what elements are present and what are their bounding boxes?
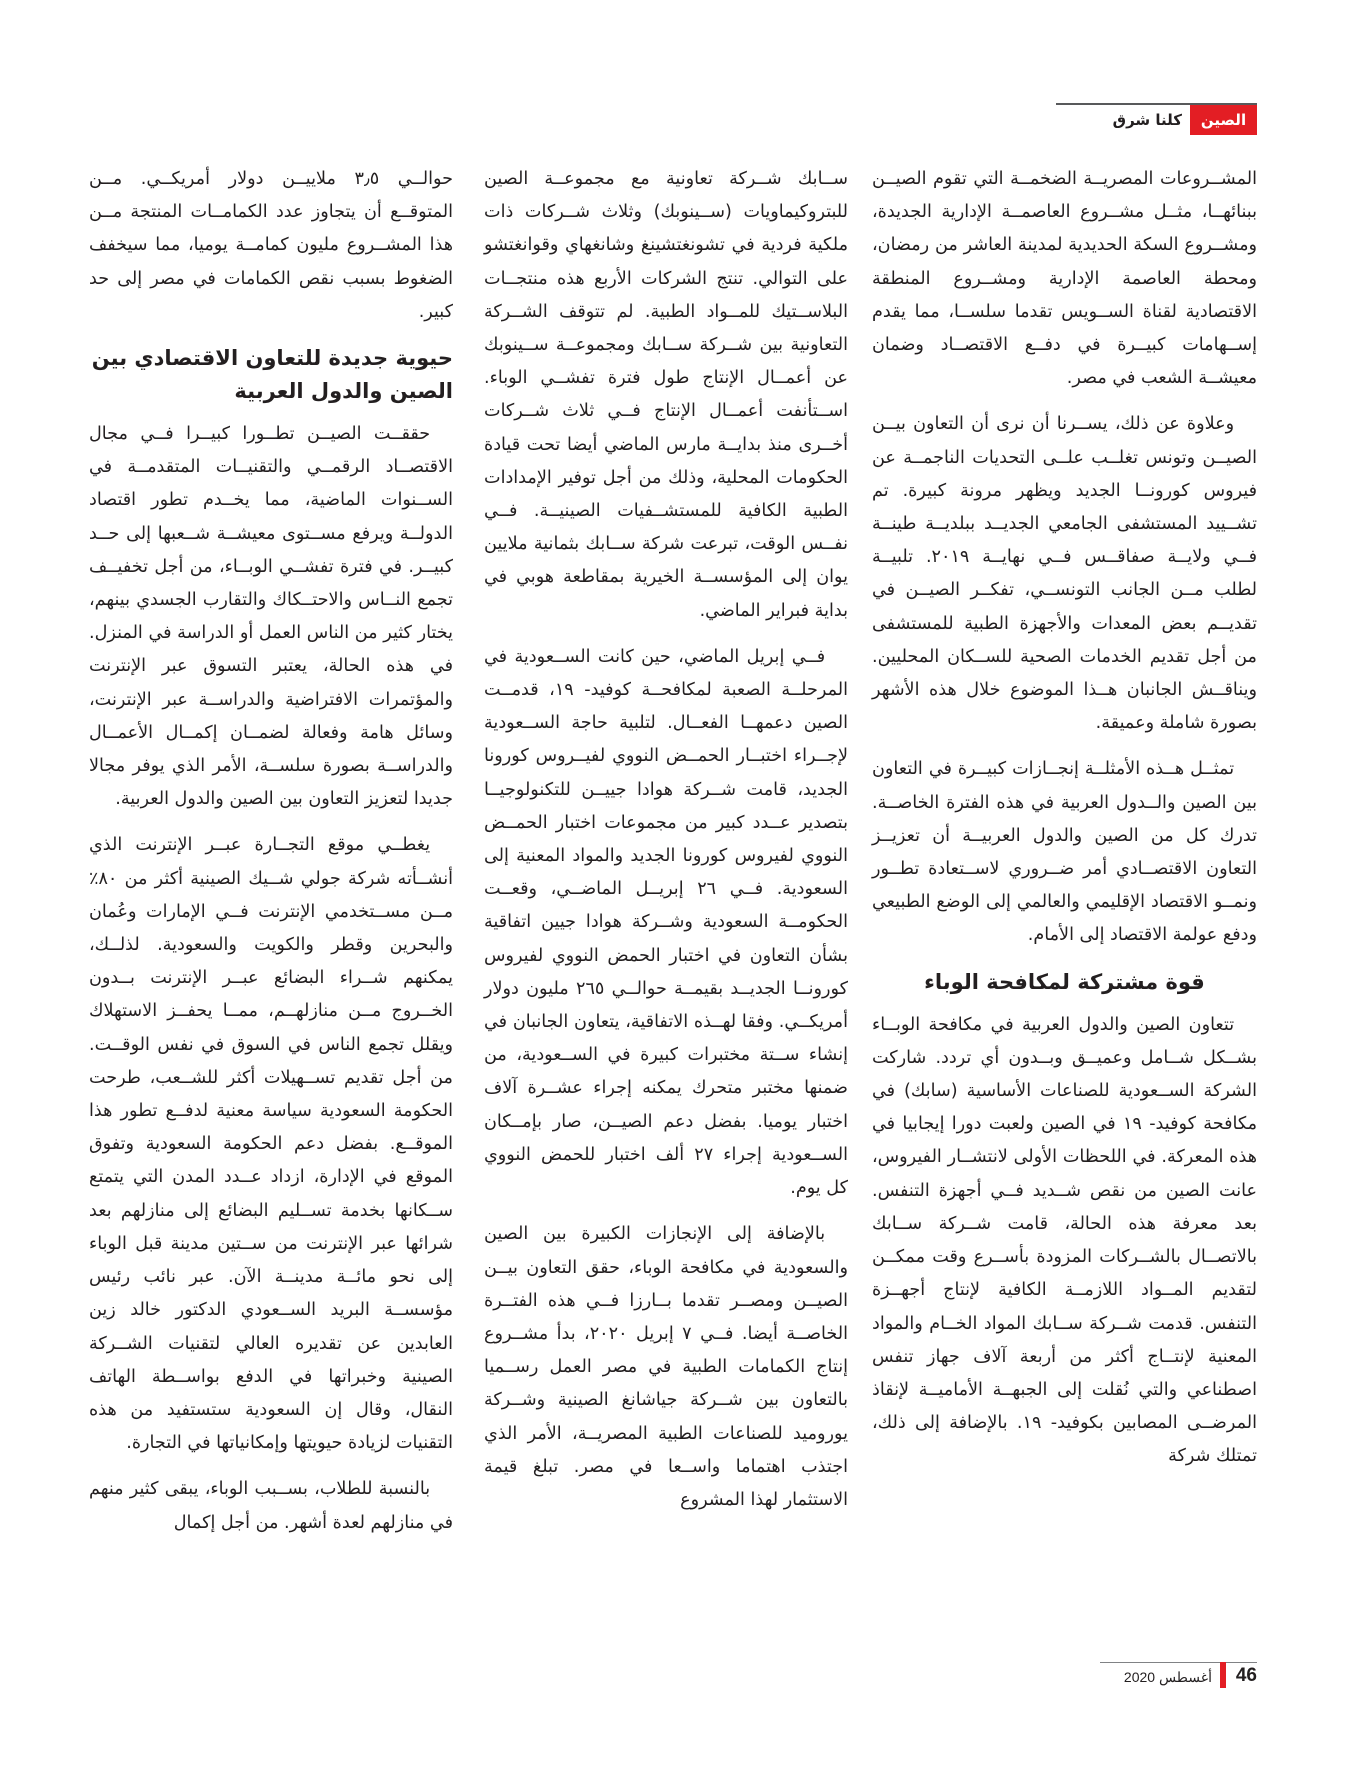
article-paragraph: حوالــي ٣٫٥ ملاييــن دولار أمريكــي. مــن المتوقــع أن يتجاوز عدد الكمامــات المنتجة مــن هذا المشــروع مليون كمامــة يوميا، مما سيخفف الضغوط بسبب نقص الكمامات في مصر إلى حد كبير. — [89, 169, 453, 322]
article-paragraph: فــي إبريل الماضي، حين كانت الســعودية في المرحلــة الصعبة لمكافحــة كوفيد- ١٩، قدمــت الصين دعمهــا الفعــال. لتلبية حاجة الســعودية لإجــراء اختبــار الحمــض النووي لفيــروس كورونا الجديد، قامت شــركة هوادا جييــن للتكنولوجيــا بتصدير عــدد كبير من مجموعات اختبار الحمــض النووي لفيروس كورونا الجديد والمواد المعنية إلى السعودية. فــي ٢٦ إبريــل الماضــي، وقعــت الحكومــة السعودية وشــركة هوادا جيين اتفاقية بشأن التعاون في اختبار الحمض النووي لفيروس كورونــا الجديــد بقيمــة حوالــي ٢٦٥ مليون دولار أمريكــي. وفقا لهــذه الاتفاقية، يتعاون الجانبان في إنشاء ســتة مختبرات كبيرة في الســعودية، من ضمنها مختبر متحرك يمكنه إجراء عشــرة آلاف اختبار يوميا. بفضل دعم الصيــن، صار بإمــكان الســعودية إجراء ٢٧ ألف اختبار للحمض النووي كل يوم. — [484, 646, 849, 1199]
page-footer — [1100, 1662, 1257, 1690]
article-column-left — [89, 163, 453, 1553]
article-paragraph: وعلاوة عن ذلك، يســرنا أن نرى أن التعاون بيــن الصيــن وتونس تغلــب علــى التحديات الناجمــة عن فيروس كورونــا الجديد ويظهر مرونة كبيرة. تم تشــييد المستشفى الجامعي الجديــد ببلديــة طينــة فــي ولايــة صفاقــس فــي نهايــة ٢٠١٩. تلبيــة لطلب مــن الجانب التونســي، تفكــر الصيــن في تقديــم بعض المعدات والأجهزة الطبية للمستشفى من أجل تقديم الخدمات الصحية للســكان المحليين. ويناقــش الجانبان هــذا الموضوع خلال هذه الأشهر بصورة شاملة وعميقة. — [872, 414, 1257, 734]
article-column-middle — [484, 163, 848, 1530]
page-header — [1056, 103, 1257, 159]
article-paragraph: يغطــي موقع التجــارة عبــر الإنترنت الذي أنشــأته شركة جولي شــيك الصينية أكثر من ٨٠٪ مــن مســتخدمي الإنترنت فــي الإمارات وعُمان والبحرين وقطر والكويت والسعودية. لذلــك، يمكنهم شــراء البضائع عبــر الإنترنت بــدون الخــروج مــن منازلهــم، ممــا يحفــز الاستهلاك ويقلل تجمع الناس في السوق في نفس الوقــت. من أجل تقديم تســهيلات أكثر للشــعب، طرحت الحكومة السعودية سياسة معنية لدفــع تطور هذا الموقــع. بفضل دعم الحكومة السعودية وتفوق الموقع في الإدارة، ازداد عــدد المدن التي يتمتع ســكانها بخدمة تســليم البضائع إلى منازلهم بعد شرائها عبر الإنترنت من ســتين مدينة قبل الوباء إلى نحو مائــة مدينــة الآن. عبر نائب رئيس مؤسســة البريد الســعودي الدكتور خالد زين العابدين عن تقديره العالي لتقنيات الشــركة الصينية وخبراتها في الدفع بواســطة الهاتف النقال، وقال إن السعودية ستستفيد من هذه التقنيات لزيادة حيويتها وإمكانياتها في التجارة. — [89, 835, 453, 1454]
section-heading: حيوية جديدة للتعاون الاقتصادي بين الصين والدول العربية — [91, 346, 453, 404]
article-paragraph: تتعاون الصين والدول العربية في مكافحة الوبــاء بشــكل شــامل وعميــق وبــدون أي تردد. شاركت الشركة الســعودية للصناعات الأساسية (سابك) في مكافحة كوفيد- ١٩ في الصين ولعبت دورا إيجابيا في هذه المعركة. في اللحظات الأولى لانتشــار الفيروس، عانت الصين من نقص شــديد فــي أجهزة التنفس. بعد معرفة هذه الحالة، قامت شــركة ســابك بالاتصــال بالشــركات المزودة بأســرع وقت ممكــن لتقديم المــواد اللازمــة الكافية لإنتاج أجهــزة التنفس. قدمت شــركة ســابك المواد الخــام والمواد المعنية لإنتــاج أكثر من أربعة آلاف جهاز تنفس اصطناعي والتي نُقلت إلى الجبهــة الأماميــة لإنقاذ المرضــى المصابين بكوفيد- ١٩. بالإضافة إلى ذلك، تمتلك شركة — [872, 1014, 1257, 1467]
article-paragraph: تمثــل هــذه الأمثلــة إنجــازات كبيــرة في التعاون بين الصين والــدول العربية في هذه الفترة الخاصــة. تدرك كل من الصين والدول العربيــة أن تعزيــز التعاون الاقتصــادي أمر ضــروري لاســتعادة تطــور ونمــو الاقتصاد الإقليمي والعالمي إلى الوضع الطبيعي ودفع عولمة الاقتصاد إلى الأمام. — [872, 759, 1257, 946]
page-number: 46 — [1235, 1665, 1257, 1686]
footer-accent-bar — [1220, 1662, 1226, 1688]
footer-rule — [1100, 1662, 1257, 1663]
section-title: كلنا شرق — [1112, 111, 1182, 129]
section-heading: قوة مشتركة لمكافحة الوباء — [924, 969, 1205, 994]
article-paragraph: بالإضافة إلى الإنجازات الكبيرة بين الصين والسعودية في مكافحة الوباء، حقق التعاون بيــن الصيــن ومصــر تقدما بــارزا فــي هذه الفتــرة الخاصــة أيضا. فــي ٧ إبريل ٢٠٢٠، بدأ مشــروع إنتاج الكمامات الطبية في مصر العمل رســميا بالتعاون بين شــركة جياشانغ الصينية وشــركة يوروميد للصناعات الطبية المصريــة، الأمر الذي اجتذب اهتماما واســعا في مصر. تبلغ قيمة الاستثمار لهذا المشروع — [484, 1224, 848, 1510]
magazine-logo: الصين اليوم — [1190, 105, 1257, 135]
issue-date: أغسطس 2020 — [1123, 1669, 1212, 1685]
article-paragraph: ســابك شــركة تعاونية مع مجموعــة الصين للبتروكيماويات (ســينوبك) وثلاث شــركات ذات ملكية فردية في تشونغتشينغ وشانغهاي وقوانغتشو على التوالي. تنتج الشركات الأربع هذه منتجــات البلاســتيك للمــواد الطبية. لم تتوقف الشــركة التعاونية بين شــركة ســابك ومجموعــة ســينوبك عن أعمــال الإنتاج طول فترة تفشــي الوباء. اســتأنفت أعمــال الإنتاج فــي ثلاث شــركات أخــرى منذ بدايــة مارس الماضي أيضا تحت قيادة الحكومات المحلية، وذلك من أجل توفير الإمدادات الطبية الكافية للمستشــفيات الصينيــة. فــي نفــس الوقت، تبرعت شركة ســابك بثمانية ملايين يوان إلى المؤسســة الخيرية بمقاطعة هوبي في بداية فبراير الماضي. — [484, 169, 848, 621]
article-paragraph: المشــروعات المصريــة الضخمــة التي تقوم الصيــن ببنائهــا، مثــل مشــروع العاصمــة الإدارية الجديدة، ومشــروع السكة الحديدية لمدينة العاشر من رمضان، ومحطة العاصمة الإدارية ومشــروع المنطقة الاقتصادية لقناة الســويس تقدما سلســا، مما يقدم إســهامات كبيــرة في دفــع الاقتصــاد وضمان معيشــة الشعب في مصر. — [872, 169, 1257, 389]
article-paragraph: بالنسبة للطلاب، بســبب الوباء، يبقى كثير منهم في منازلهم لعدة أشهر. من أجل إكمال — [89, 1479, 453, 1533]
article-paragraph: حققــت الصيــن تطــورا كبيــرا فــي مجال الاقتصــاد الرقمــي والتقنيــات المتقدمــة في الســنوات الماضية، مما يخــدم تطور اقتصاد الدولــة ويرفع مســتوى معيشــة شــعبها إلى حــد كبيــر. في فترة تفشــي الوبــاء، من أجل تخفيــف تجمع النــاس والاحتــكاك والتقارب الجسدي بينهم، يختار كثير من الناس العمل أو الدراسة في المنزل. في هذه الحالة، يعتبر التسوق عبر الإنترنت والمؤتمرات الافتراضية والدراســة عبر الإنترنت، وسائل هامة وفعالة لضمــان إكمــال الأعمــال والدراســة بصورة سلســة، الأمر الذي يوفر مجالا جديدا لتعزيز التعاون بين الصين والدول العربية. — [89, 424, 453, 810]
article-column-right — [872, 163, 1257, 1487]
